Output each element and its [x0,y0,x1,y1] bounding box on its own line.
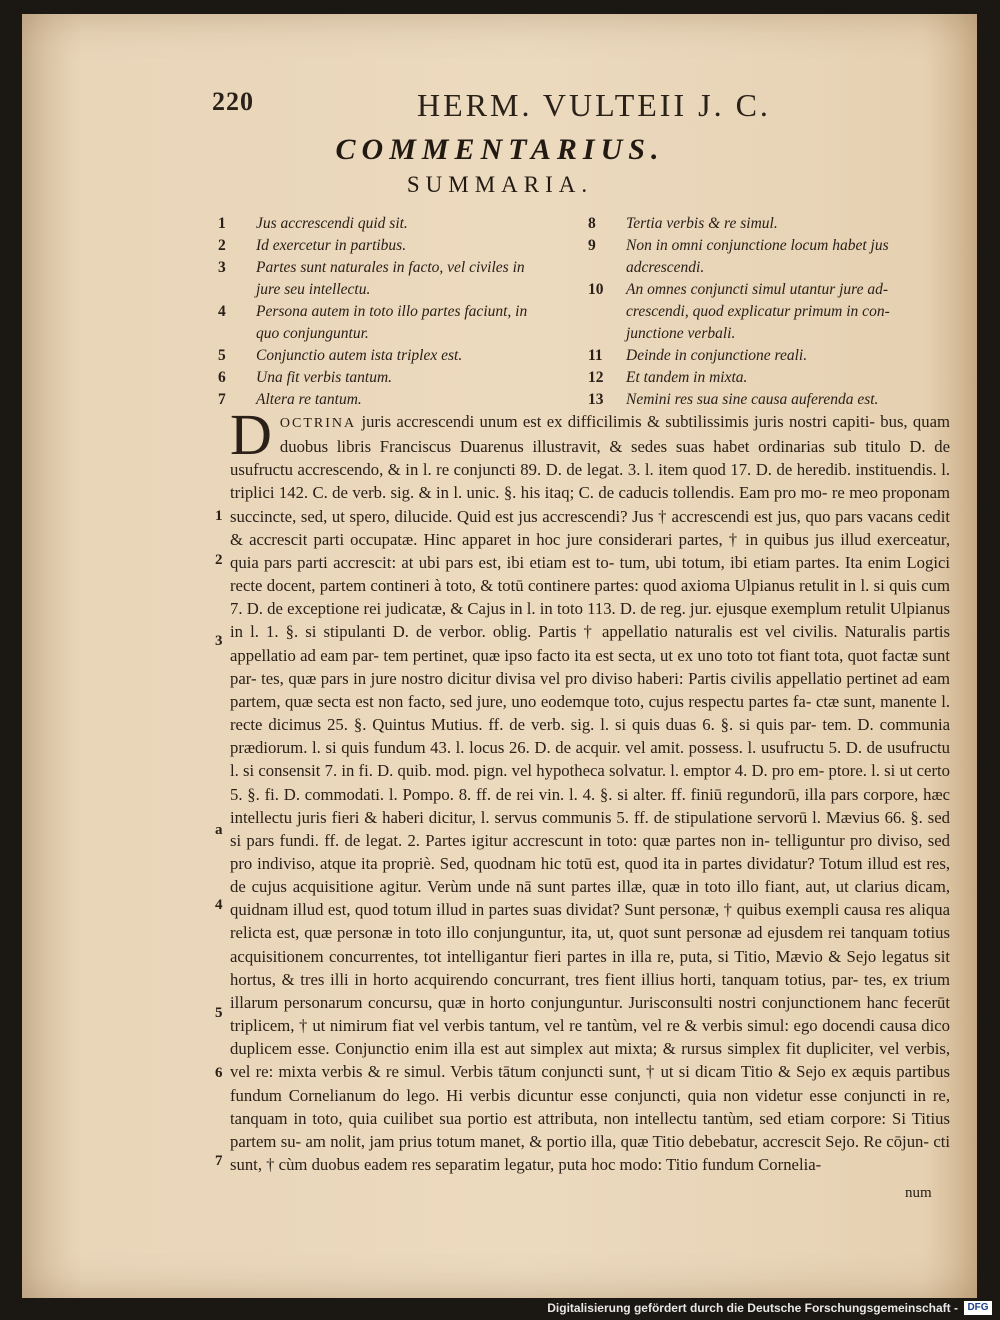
summary-text: Nemini res sua sine causa auferenda est. [626,391,879,408]
body-line: partes, † in quibus jus illud exerceatur, quia pars parti accrescit: at ubi pars est, ibi etiam est to- [230,529,950,572]
body-line: bus, quam duobus libris Franciscus Duarenus illustravit, & sedes suas habet ordinarias sub [279,412,950,457]
summary-number: 9 [588,237,596,254]
marginal-number: 6 [215,1065,223,1081]
summary-item [588,389,948,411]
summary-text: Non in omni conjunctione locum habet jus [626,237,889,254]
summary-item [218,235,588,257]
summary-number: 4 [218,303,226,320]
summary-title: SUMMARIA. [406,172,594,197]
summary-number: 2 [218,237,226,254]
body-line: partes dividatur? Totum illud est res, de cujus acquisitione agitur. Verùm unde nā sunt partes [230,853,950,897]
summary-item [218,213,588,235]
summary-text: Deinde in conjunctione reali. [626,347,808,364]
summary-text: junctione verbali. [626,325,736,342]
body-line: verbor. oblig. Partis † appellatio naturalis est vel civilis. Naturalis partis appellatio ad eam par- [230,622,950,665]
marginal-number: a [215,822,223,838]
marginal-number: 1 [215,508,223,524]
body-line: continere partes: quod axioma Ulpianus retulit in l. si quis cum 7. D. de exceptione rei judicatæ, & [230,576,950,619]
body-line: conjunctionem hanc fecerūt triplicem, † ut nimirum fiat vel verbis tantum, vel re tantùm, vel [230,992,950,1036]
summary-item [588,279,948,345]
body-line: re meo proponam succincte, sed, ut spero, dilucide. Quid est jus accrescendi? Jus † accrescendi [230,483,951,526]
summary-text: Et tandem in mixta. [626,369,748,386]
summary-item [588,235,948,279]
marginal-number: 2 [215,552,223,568]
body-line: Cajus in l. in toto 113. D. de reg. jur. ejusque exemplum retulit Ulpianus in l. 1. §. si stipulanti D. de [230,599,951,642]
body-line: tes, ex trium illarum personarum concursu, quæ in horto conjunguntur. Jurisconsulti nostri [230,969,950,1012]
body-line: tes, quæ pars in jure nostro dicitur divisa vel pro diviso haberi: Partis civilis appellatio pertinet [261,668,898,688]
summary-number: 6 [218,369,226,386]
summary-text: Jus accrescendi quid sit. [256,215,408,232]
summary-text: Altera re tantum. [256,391,362,408]
summary-column-right [588,213,948,411]
body-line: titulo D. de usufructu accrescendo, & in l. re conjuncti 89. D. de legat. 3. l. item quod 17. D. de heredib. [230,437,950,480]
body-line: tem. D. communia prædiorum. l. si quis fundum 43. l. locus 26. D. de acquir. vel amit. possess. l. usufructu [230,715,951,758]
body-line: juris accrescendi unum est ex difficilimis & subtilissimis juris nostri capiti- [361,412,875,431]
marginal-number: 5 [215,1005,223,1021]
body-line: Hi verbis dicuntur esse conjuncti, quia non videtur esse conjuncti in re, tanquam in toto, quia [230,1085,950,1128]
body-line: re & verbis simul: ego docendi causa dico duplicem esse. Conjunctio enim illa est aut simplex [230,1016,950,1059]
digitization-credit: Digitalisierung gefördert durch die Deutsche Forschungsgemeinschaft - [547,1301,958,1315]
opening-word: OCTRINA [279,416,357,431]
summary-number: 8 [588,215,596,232]
summary-item [218,301,588,345]
summary-text: Partes sunt naturales in facto, vel civiles in [256,259,525,276]
summary-text: Conjunctio autem ista triplex est. [256,347,463,364]
summary-number: 5 [218,347,226,364]
body-line: illo conjunguntur, ita, ut, quot sunt personæ ad ejusdem rei tanquam totius acquisitionem [230,923,950,966]
marginal-number: 4 [215,897,223,913]
summary-number: 12 [588,369,604,386]
summary-text: Persona autem in toto illo partes faciunt, in [256,303,528,320]
body-line: telliguntur pro diviso, sed pro indiviso, atque ita propriè. Sed, quodnam hic totū est, quod ita in [230,830,951,873]
summary-number: 1 [218,215,226,232]
summary-item [218,389,588,411]
summary-text: quo conjunguntur. [256,325,369,342]
marginal-number: 3 [215,633,223,649]
page-number: 220 [212,87,254,116]
summary-item [218,367,588,389]
catchword: num [905,1185,932,1201]
body-line: ctæ sunt, manente l. recte dicimus 25. §. Quintus Mutius. ff. de verb. sig. l. si quis duas 6. §. si quis par- [230,691,951,735]
body-line: illæ, quæ in toto illo fiant, aut, ut clarius dicam, quidnam illud est, quod totum illud in partes [230,877,950,920]
body-line: l. Mævius 66. §. sed si pars fundi. ff. de legat. 2. Partes igitur accrescunt in toto: quæ partes non in- [230,807,951,850]
summary-number: 7 [218,391,226,408]
summary-item [218,257,588,301]
dfg-logo: DFG [964,1301,992,1315]
summary-text: An omnes conjuncti simul utantur jure ad- [626,281,889,298]
body-line: ptore. l. si ut certo 5. §. fi. D. commodati. l. Pompo. 8. ff. de rei vin. l. 4. §. si alter. ff. finiū regundorū, illa pars [230,761,951,804]
summary-number: 13 [588,391,604,408]
body-line: ad eam partem, quæ secta est non facto, sed jure, uno eodemque toto, cujus respectu partes fa- [230,668,951,711]
body-line: 5. D. de usufructu l. si consensit 7. in fi. D. quib. mod. pign. vel hypotheca solvatur. l. emptor 4. D. pro em- [230,738,951,781]
running-title: HERM. VULTEII J. C. [417,87,771,123]
summary-item [588,213,948,235]
body-line: suas dividat? Sunt personæ, † quibus exempli causa res aliqua relicta est, quæ personæ in toto [230,900,951,943]
summary-text: Tertia verbis & re simul. [626,215,778,232]
drop-cap: D [230,402,272,467]
summary-item [588,345,948,367]
summary-item [588,367,948,389]
summary-text: crescendi, quod explicatur primum in con- [626,303,890,320]
body-line: est jus, quo pars vacans cedit & accrescit parti occupatæ. Hinc apparet in hoc jure considerari [230,506,951,549]
body-line: tem pertinet, quæ ipso facto ita est secta, ut ex uno toto tot fiant tota, quot factæ sunt par- [230,645,951,688]
body-line: am nolit, jam prius totum manet, & portio illa, quæ Titio debebatur, accrescit Sejo. Re cōjun- [305,1131,929,1151]
summary-text: adcrescendi. [626,259,705,276]
body-line: cti sunt, † cùm duobus eadem res separatim legatur, puta hoc modo: Titio fundum Cornelia- [230,1131,951,1174]
summary-number: 11 [588,347,603,364]
summary-item [218,345,588,367]
body-line: corpore, hæc intellectu juris fieri & haberi dicitur, l. servus communis 5. ff. de stipulatione servorū [230,784,950,827]
running-header [212,87,772,121]
summary-text: jure seu intellectu. [256,281,371,298]
body-line: concurrentes, tot intelligantur fieri partes in illa re, puta, si Titio, Mævio & Sejo legatus sit [329,946,950,966]
summary-column-left [218,213,588,411]
summary-number: 10 [588,281,604,298]
body-line: conjuncti sunt, † ut si dicam Titio & Sejo ex æquis partibus fundum Cornelianum do lego. [230,1062,950,1105]
body-line: tum, ubi totum, ibi etiam partes. Ita enim Logici recte docent, partem contineri à toto, & totū [230,552,951,596]
body-line: hortus, & tres illi in horto acquirendo concurrant, tres fient illius horti, tanquam totius, par- [230,969,859,989]
summary-text: Id exercetur in partibus. [256,237,407,254]
section-title: COMMENTARIUS. [335,133,665,166]
summary-text: Una fit verbis tantum. [256,369,393,386]
summary-number: 3 [218,259,226,276]
body-line: instituendis. l. triplici 142. C. de verb. sig. & in l. unic. §. his itaq; C. de caducis tollendis. Eam pro mo- [230,460,951,503]
body-line: cuilibet sua portio est attributa, non intellectu tantùm, sed etiam corpore: Si Titius partem su- [230,1108,950,1151]
body-line: aut mixta; & rursus simplex fit dupliciter, vel verbis, vel re: mixta verbis & re simul. Verbis tātum [230,1039,951,1082]
commentary-body [230,402,951,1176]
marginal-number: 7 [215,1153,223,1169]
